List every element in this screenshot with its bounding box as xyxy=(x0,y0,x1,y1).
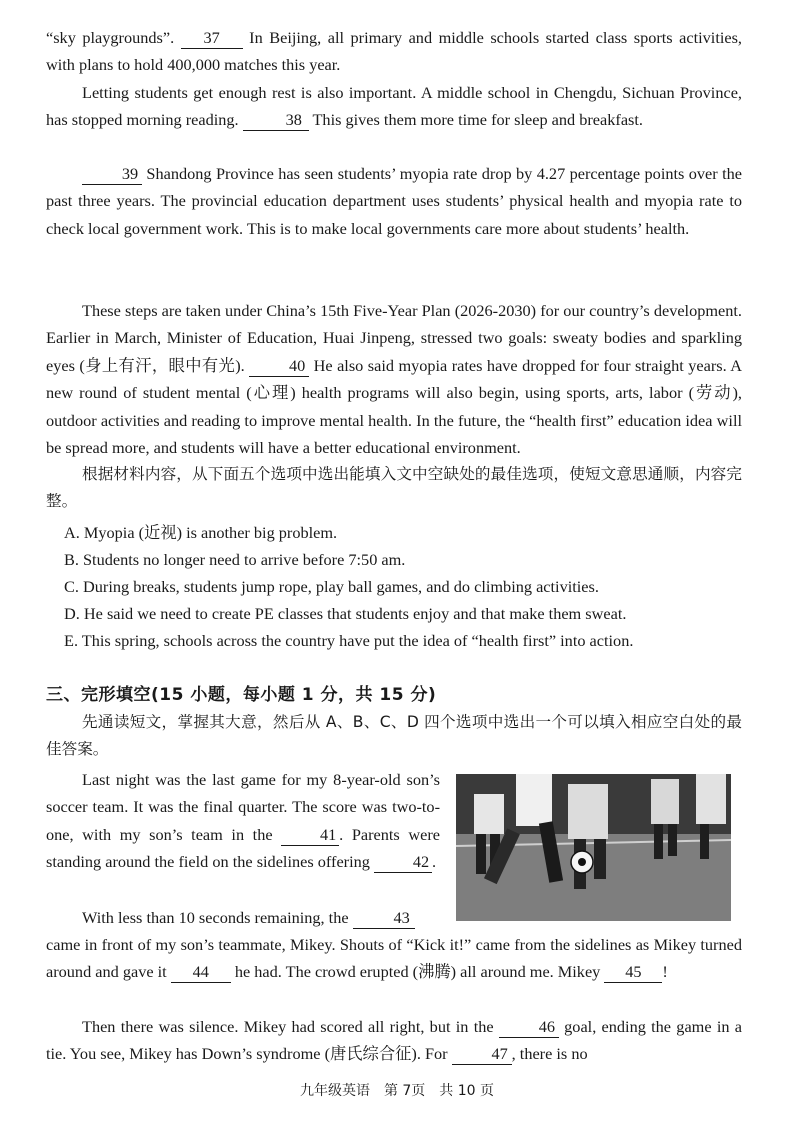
page-footer: 九年级英语 第 7页 共 10 页 xyxy=(299,1083,495,1099)
option-e: E. This spring, schools across the country have put the idea of “health first” into action. xyxy=(64,631,634,650)
cloze-paragraph-3 xyxy=(46,1013,742,1068)
c2-text: With less than 10 seconds remaining, the xyxy=(82,908,353,927)
task-instruction-2: 先通读短文，掌握其大意，然后从 A、B、C、D 四个选项中选出一个可以填入相应空白处的最佳答案。 xyxy=(46,713,742,759)
blank-47: 47 xyxy=(452,1044,512,1065)
c3-text-mid: he had. The crowd erupted (沸腾) all around me. Mikey xyxy=(230,962,605,982)
c4-text-pre: Then there was silence. Mikey had scored all right, but in the xyxy=(82,1017,499,1036)
c3-text-post: ! xyxy=(662,962,668,982)
p2-text-pre: Letting students get enough rest is also important. A middle school in Chengdu, Sichuan Province, has stopped morning reading. xyxy=(46,83,742,130)
section-title-cloze: 三、完形填空(15 小题，每小题 1 分，共 15 分) xyxy=(46,685,437,705)
p1-text-pre: “sky playgrounds”. xyxy=(46,28,181,47)
option-a: A. Myopia (近视) is another big problem. xyxy=(64,523,338,542)
p4-text-pre: These steps are taken under China’s 15th Five-Year Plan (2026-2030) for our country’s development. Earlier in March, Minister of Education, Huai Jinpeng, stressed two goals: sweaty bodies and sparkling eyes (身上有汗，眼中有光). xyxy=(46,301,742,375)
p1-text-post: In Beijing, all primary and middle schools started class sports activities, with plans to hold 400,000 matches this year. xyxy=(46,28,742,75)
paragraph-2 xyxy=(46,79,742,134)
option-c: C. During breaks, students jump rope, play ball games, and do climbing activities. xyxy=(64,577,599,596)
p2-text-post: This gives them more time for sleep and breakfast. xyxy=(308,110,643,130)
paragraph-3 xyxy=(46,160,742,242)
paragraph-4 xyxy=(46,297,742,461)
blank-41: 41 xyxy=(281,825,339,846)
cloze-paragraph-1 xyxy=(46,766,440,876)
blank-37: 37 xyxy=(181,28,243,49)
c1-text-pre: Last night was the last game for my 8-year-old son’s soccer team. It was the final quarter. The score was two-to-one, with my son’s team in the xyxy=(46,770,440,844)
blank-44: 44 xyxy=(171,962,231,983)
blank-38: 38 xyxy=(243,110,309,131)
c4-text-mid: goal, ending the game in a tie. You see, Mikey has Down’s syndrome (唐氏综合征). For xyxy=(46,1017,743,1064)
cloze-paragraph-2-cont xyxy=(46,931,742,986)
blank-45: 45 xyxy=(604,962,662,983)
blank-43: 43 xyxy=(353,908,415,929)
paragraph-1 xyxy=(46,24,742,79)
option-b: B. Students no longer need to arrive before 7:50 am. xyxy=(64,550,406,569)
c4-text-post: , there is no xyxy=(511,1044,588,1064)
c3-text-pre: came in front of my son’s teammate, Mikey. Shouts of “Kick it!” came from the sidelines as Mikey turned around and gave it xyxy=(46,935,742,982)
blank-46: 46 xyxy=(499,1017,559,1038)
soccer-photo xyxy=(456,774,731,921)
p4-text-post: He also said myopia rates have dropped for four straight years. A new round of student mental (心理) health programs will also begin, using sports, arts, labor (劳动), outdoor activities and reading to improve mental health. In the future, the “health first” education idea will be spread more, and students will have a better educational environment. xyxy=(46,355,742,458)
soccer-illustration xyxy=(456,774,731,921)
cloze-paragraph-2-start xyxy=(46,904,440,931)
blank-42: 42 xyxy=(374,852,432,873)
blank-40: 40 xyxy=(249,356,309,377)
p3-text: Shandong Province has seen students’ myopia rate drop by 4.27 percentage points over the past three years. The provincial education department uses students’ physical health and myopia rate to check local government work. This is to make local governments care more about students’ health. xyxy=(46,164,742,238)
c1-text-mid: . Parents were standing around the field on the sidelines offering xyxy=(46,824,440,872)
c1-text-post: . xyxy=(431,852,437,872)
blank-39: 39 xyxy=(82,164,142,185)
option-d: D. He said we need to create PE classes that students enjoy and that make them sweat. xyxy=(64,604,627,623)
task-instruction-1: 根据材料内容，从下面五个选项中选出能填入文中空缺处的最佳选项，使短文意思通顺，内容完整。 xyxy=(46,465,742,511)
